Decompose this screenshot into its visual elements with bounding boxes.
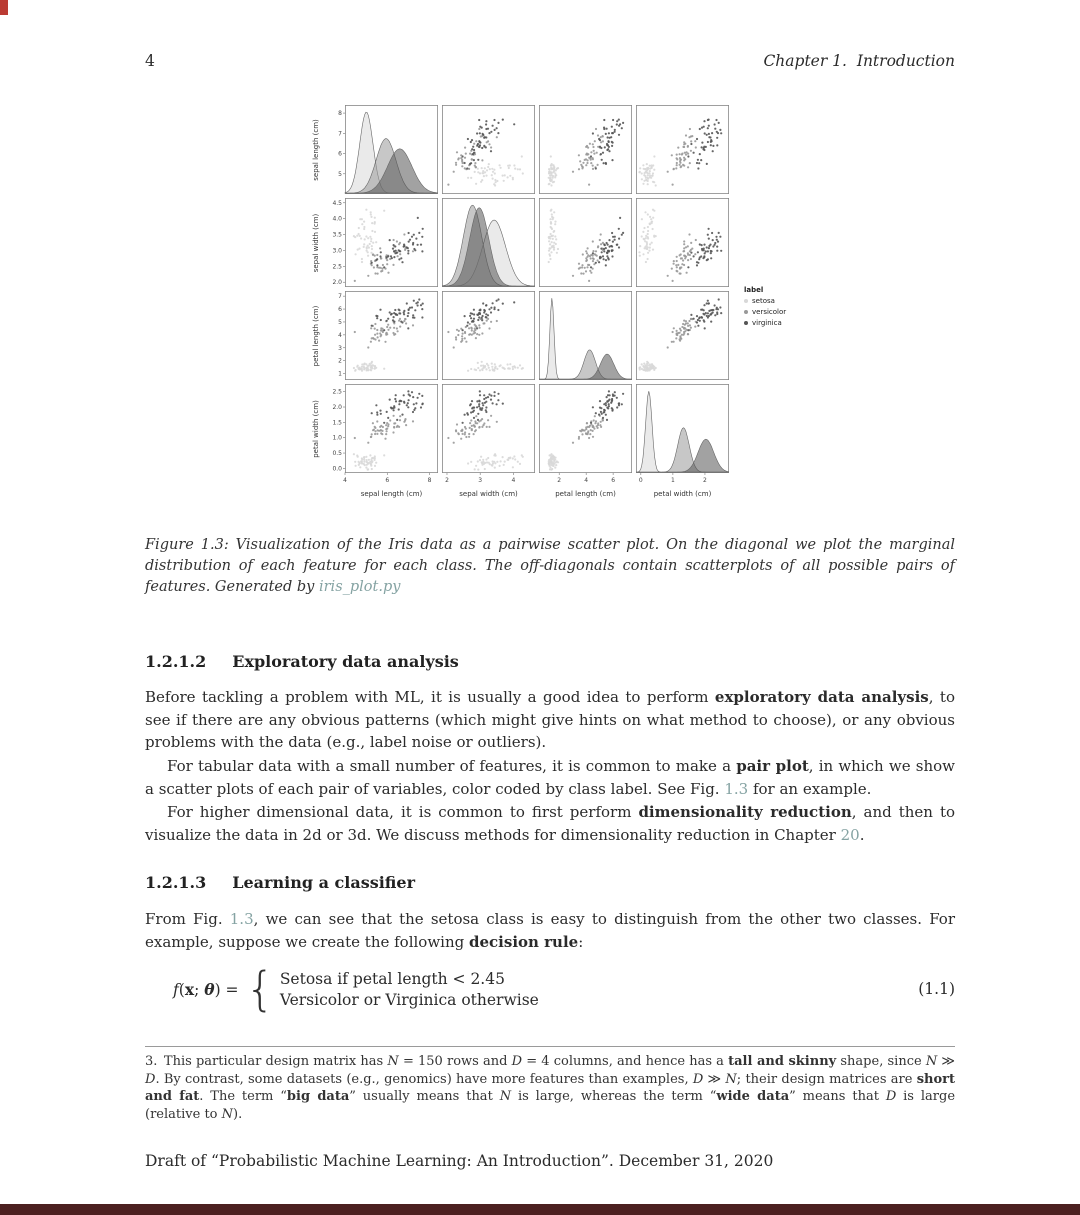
legend-label: versicolor [752,308,787,316]
footnote-rule [145,1046,955,1047]
svg-text:1: 1 [670,477,675,484]
section-title: Learning a classifier [232,873,416,892]
svg-text:2.5: 2.5 [332,388,342,396]
svg-text:1.0: 1.0 [332,434,342,442]
svg-text:2.0: 2.0 [332,404,342,412]
y-axis-label: petal length (cm) [312,305,320,366]
link[interactable]: 20 [840,825,860,844]
running-header [145,52,955,70]
paragraph: For tabular data with a small number of features, it is common to make a pair plot, in which we show a scatter plots of each pair of variables, color coded by class label. See Fig. 1.3 for an example. [145,757,955,798]
legend-marker-icon [744,321,748,325]
svg-text:4: 4 [511,477,516,484]
svg-text:6: 6 [611,477,616,484]
svg-text:0.5: 0.5 [332,450,342,458]
pairplot-cell-3-1 [442,384,535,485]
svg-text:8: 8 [427,477,432,484]
paragraph: For higher dimensional data, it is common to first perform dimensionality reduction, and then to visualize the data in 2d or 3d. We discuss methods for dimensionality reduction in Chapter 20. [145,803,955,844]
x-axis-label: petal width (cm) [653,490,712,498]
svg-text:6: 6 [385,477,390,484]
section-number: 1.2.1.3 [145,873,207,892]
svg-text:5: 5 [338,170,342,178]
pairplot-cell-1-3 [636,198,729,287]
svg-text:4.5: 4.5 [332,199,342,207]
svg-text:8: 8 [338,110,342,118]
scan-bottom-bar [0,1204,1080,1215]
svg-text:6: 6 [338,306,342,314]
footnote-3: 3. This particular design matrix has N = 150 rows and D = 4 columns, and hence has a tall and skinny shape, since N ≫ D. By contrast, some datasets (e.g., genomics) have more features than examples, D ≫ N; their design matrices are short and fat. The term “big data” usually means that N is large, whereas the term “wide data” means that D is large (relative to N). [145,1054,956,1122]
cases-brace: { [245,962,275,1016]
pairplot-cell-3-2 [539,384,632,485]
x-axis-label: sepal width (cm) [459,490,518,498]
paragraph: Before tackling a problem with ML, it is usually a good idea to perform exploratory data analysis, to see if there are any obvious patterns (which might give hints on what method to choose), or any obvious problems with the data (e.g., label noise or outliers). [145,688,955,751]
pairplot-cell-0-2 [539,105,632,194]
pairplot-cell-1-1 [442,198,535,287]
section-title: Exploratory data analysis [232,652,459,671]
section-heading-1-2-1-3 [145,873,955,892]
svg-text:0: 0 [638,477,643,484]
equation-number: (1.1) [918,980,955,998]
x-axis-label: sepal length (cm) [360,490,423,498]
svg-text:7: 7 [338,130,342,138]
svg-text:2: 2 [338,357,342,365]
pairplot-cell-0-1 [442,105,535,194]
link[interactable]: 1.3 [229,910,254,928]
pairplot-cell-0-0 [325,105,438,194]
pairplot-cell-2-0 [325,291,438,380]
equation-lhs: f(x; θ) = [173,979,239,999]
y-axis-label: sepal width (cm) [312,213,320,272]
pairplot-legend [744,286,786,327]
page-number: 4 [145,52,155,70]
svg-text:2.0: 2.0 [332,279,342,287]
svg-text:6: 6 [338,150,342,158]
svg-text:2.5: 2.5 [332,263,342,271]
svg-text:7: 7 [338,293,342,301]
svg-text:4: 4 [343,477,347,484]
pairplot-cell-1-2 [539,198,632,287]
pairplot-cell-0-3 [636,105,729,194]
link[interactable]: 1.3 [724,779,749,798]
svg-text:3.5: 3.5 [332,231,342,239]
equation-body [173,962,539,1016]
figure-caption: Figure 1.3: Visualization of the Iris data as a pairwise scatter plot. On the diagonal we plot the marginal distribution of each feature for each class. The off-diagonals contain scatterplots of all possible pairs of features. Generated by iris_plot.py [145,537,955,595]
svg-text:0.0: 0.0 [332,465,342,473]
paragraph: From Fig. 1.3, we can see that the setosa class is easy to distinguish from the other two classes. For example, suppose we create the following decision rule: [145,910,955,951]
scan-corner-mark [0,0,8,15]
svg-text:2: 2 [557,477,562,484]
svg-text:4.0: 4.0 [332,215,342,223]
pairplot-cell-2-1 [442,291,535,380]
pairplot-cell-3-0 [325,384,438,485]
pairplot-grid [325,105,729,485]
pairplot-cell-1-0 [325,198,438,287]
svg-text:3.0: 3.0 [332,247,342,255]
svg-text:4: 4 [584,477,589,484]
legend-label: virginica [752,319,782,327]
y-axis-label: sepal length (cm) [312,118,320,181]
equation-cases [280,970,539,1009]
legend-marker-icon [744,310,748,314]
case-line: Versicolor or Virginica otherwise [279,990,539,1009]
chapter-header: Chapter 1. Introduction [763,52,955,70]
svg-text:3: 3 [338,344,342,352]
case-line: Setosa if petal length < 2.45 [279,969,505,988]
section-number: 1.2.1.2 [145,652,207,671]
svg-text:1: 1 [338,370,342,378]
pairplot-cell-3-3 [636,384,729,485]
svg-text:4: 4 [338,331,342,339]
legend-entry [744,319,786,327]
svg-text:5: 5 [338,318,342,326]
legend-title: label [744,286,764,294]
figure-1-3-pairplot [145,100,955,532]
section-heading-1-2-1-2 [145,652,955,671]
svg-text:1.5: 1.5 [332,419,342,427]
legend-entry [744,308,786,316]
y-axis-label: petal width (cm) [312,399,320,458]
page-footer: Draft of “Probabilistic Machine Learning: An Introduction”. December 31, 2020 [145,1152,774,1170]
x-axis-label: petal length (cm) [555,490,616,498]
svg-text:3: 3 [478,477,483,484]
link[interactable]: iris_plot.py [318,579,401,595]
legend-entry [744,297,786,305]
svg-text:2: 2 [445,477,449,484]
pairplot-cell-2-3 [636,291,729,380]
legend-marker-icon [744,299,748,303]
legend-label: setosa [752,297,775,305]
svg-text:2: 2 [703,477,707,484]
pairplot-cell-2-2 [539,291,632,380]
equation-1-1 [145,962,955,1016]
